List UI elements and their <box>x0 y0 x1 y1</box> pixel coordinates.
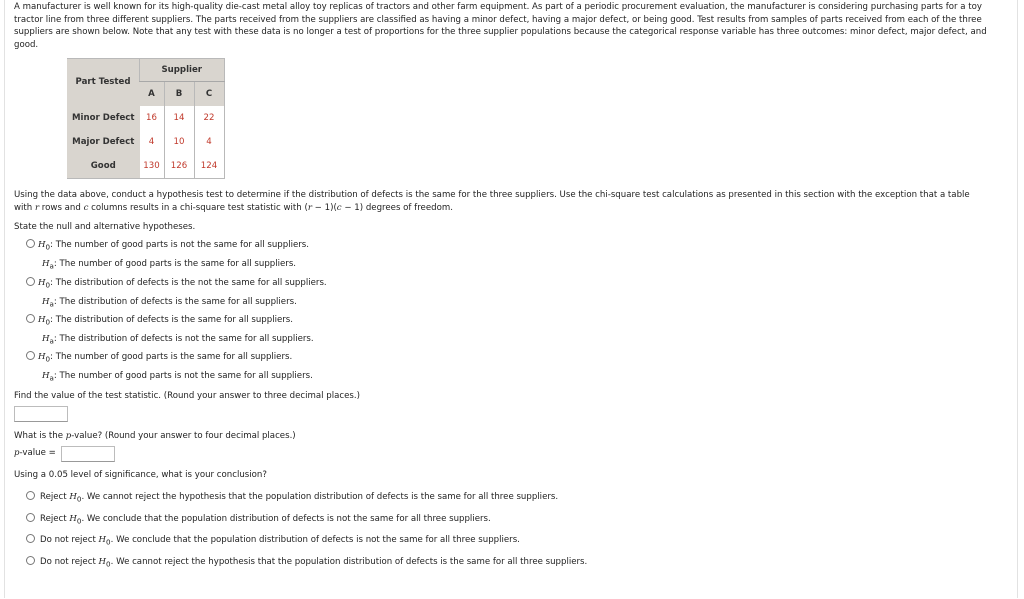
row-label-minor: Minor Defect <box>67 106 140 130</box>
test-stat-prompt: Find the value of the test statistic. (Round your answer to three decimal places.) <box>14 391 360 401</box>
cell-minor-b: 14 <box>164 106 194 130</box>
col-header-a: A <box>140 82 165 107</box>
radio-icon[interactable] <box>26 556 35 565</box>
conclusion-prompt: Using a 0.05 level of significance, what is your conclusion? <box>14 470 267 480</box>
conclusion-option-1[interactable]: Reject $H_0$. We cannot reject the hypothesis that the population distribution of defects is the same for all three suppliers. <box>26 491 558 504</box>
hypothesis-option-4[interactable]: $H_0$: The number of good parts is the same for all suppliers. $H_a$: The number of good parts is not the same for all suppliers. <box>26 349 313 386</box>
hypothesis-option-2[interactable]: $H_0$: The distribution of defects is the not the same for all suppliers. $H_a$: The distribution of defects is the same for all suppliers. <box>26 275 327 312</box>
cell-minor-c: 22 <box>194 106 224 130</box>
col-header-b: B <box>164 82 194 107</box>
hypotheses-prompt: State the null and alternative hypotheses. <box>14 222 196 232</box>
hypothesis-option-1[interactable]: $H_0$: The number of good parts is not the same for all suppliers. $H_a$: The number of good parts is the same for all suppliers. <box>26 237 309 274</box>
pvalue-prompt: What is the p-value? (Round your answer to four decimal places.) <box>14 431 296 441</box>
conclusion-option-4[interactable]: Do not reject $H_0$. We cannot reject the hypothesis that the population distribution of defects is the same for all three suppliers. <box>26 556 587 569</box>
cell-minor-a: 16 <box>146 113 157 123</box>
instructions: Using the data above, conduct a hypothesis test to determine if the distribution of defects is the same for the three suppliers. Use the chi-square test calculations as presented in this section with the exception that a table with r rows and c columns results in a chi-square test statistic with (r − 1)(c − 1) degrees of freedom. <box>14 190 970 213</box>
radio-icon[interactable] <box>26 239 35 248</box>
corner-label: Part Tested <box>67 59 140 107</box>
col-header-c: C <box>194 82 224 107</box>
supplier-header: Supplier <box>140 59 225 82</box>
problem-intro: A manufacturer is well known for its high-quality die-cast metal alloy toy replicas of tractors and other farm equipment. As part of a periodic procurement evaluation, the manufacturer is considering purchasing parts for a toy tractor line from three different suppliers. The parts received from the suppliers are classified as having a minor defect, having a major defect, or being good. Test results from samples of parts received from each of the three suppliers are shown below. Note that any test with these data is no longer a test of proportions for the three supplier populations because the categorical response variable has three outcomes: minor defect, major defect, and good. <box>14 2 987 50</box>
hypothesis-option-3[interactable]: $H_0$: The distribution of defects is the same for all suppliers. $H_a$: The distribution of defects is not the same for all suppliers. <box>26 312 314 349</box>
cell-good-c: 124 <box>194 154 224 179</box>
cell-good-a: 130 <box>140 154 165 179</box>
radio-icon[interactable] <box>26 491 35 500</box>
row-label-major: Major Defect <box>67 130 140 154</box>
pvalue-label: p-value = <box>14 448 56 458</box>
conclusion-option-3[interactable]: Do not reject $H_0$. We conclude that the population distribution of defects is not the same for all three suppliers. <box>26 534 520 547</box>
row-label-good: Good <box>67 154 140 179</box>
radio-icon[interactable] <box>26 351 35 360</box>
radio-icon[interactable] <box>26 277 35 286</box>
defects-table <box>67 58 225 179</box>
conclusion-option-2[interactable]: Reject $H_0$. We conclude that the population distribution of defects is not the same for all three suppliers. <box>26 513 491 526</box>
cell-major-c: 4 <box>194 130 224 154</box>
radio-icon[interactable] <box>26 534 35 543</box>
radio-icon[interactable] <box>26 513 35 522</box>
test-stat-input[interactable] <box>14 406 68 422</box>
pvalue-input[interactable] <box>61 446 115 462</box>
cell-major-b: 10 <box>164 130 194 154</box>
cell-good-b: 126 <box>164 154 194 179</box>
cell-major-a: 4 <box>148 137 155 147</box>
radio-icon[interactable] <box>26 314 35 323</box>
